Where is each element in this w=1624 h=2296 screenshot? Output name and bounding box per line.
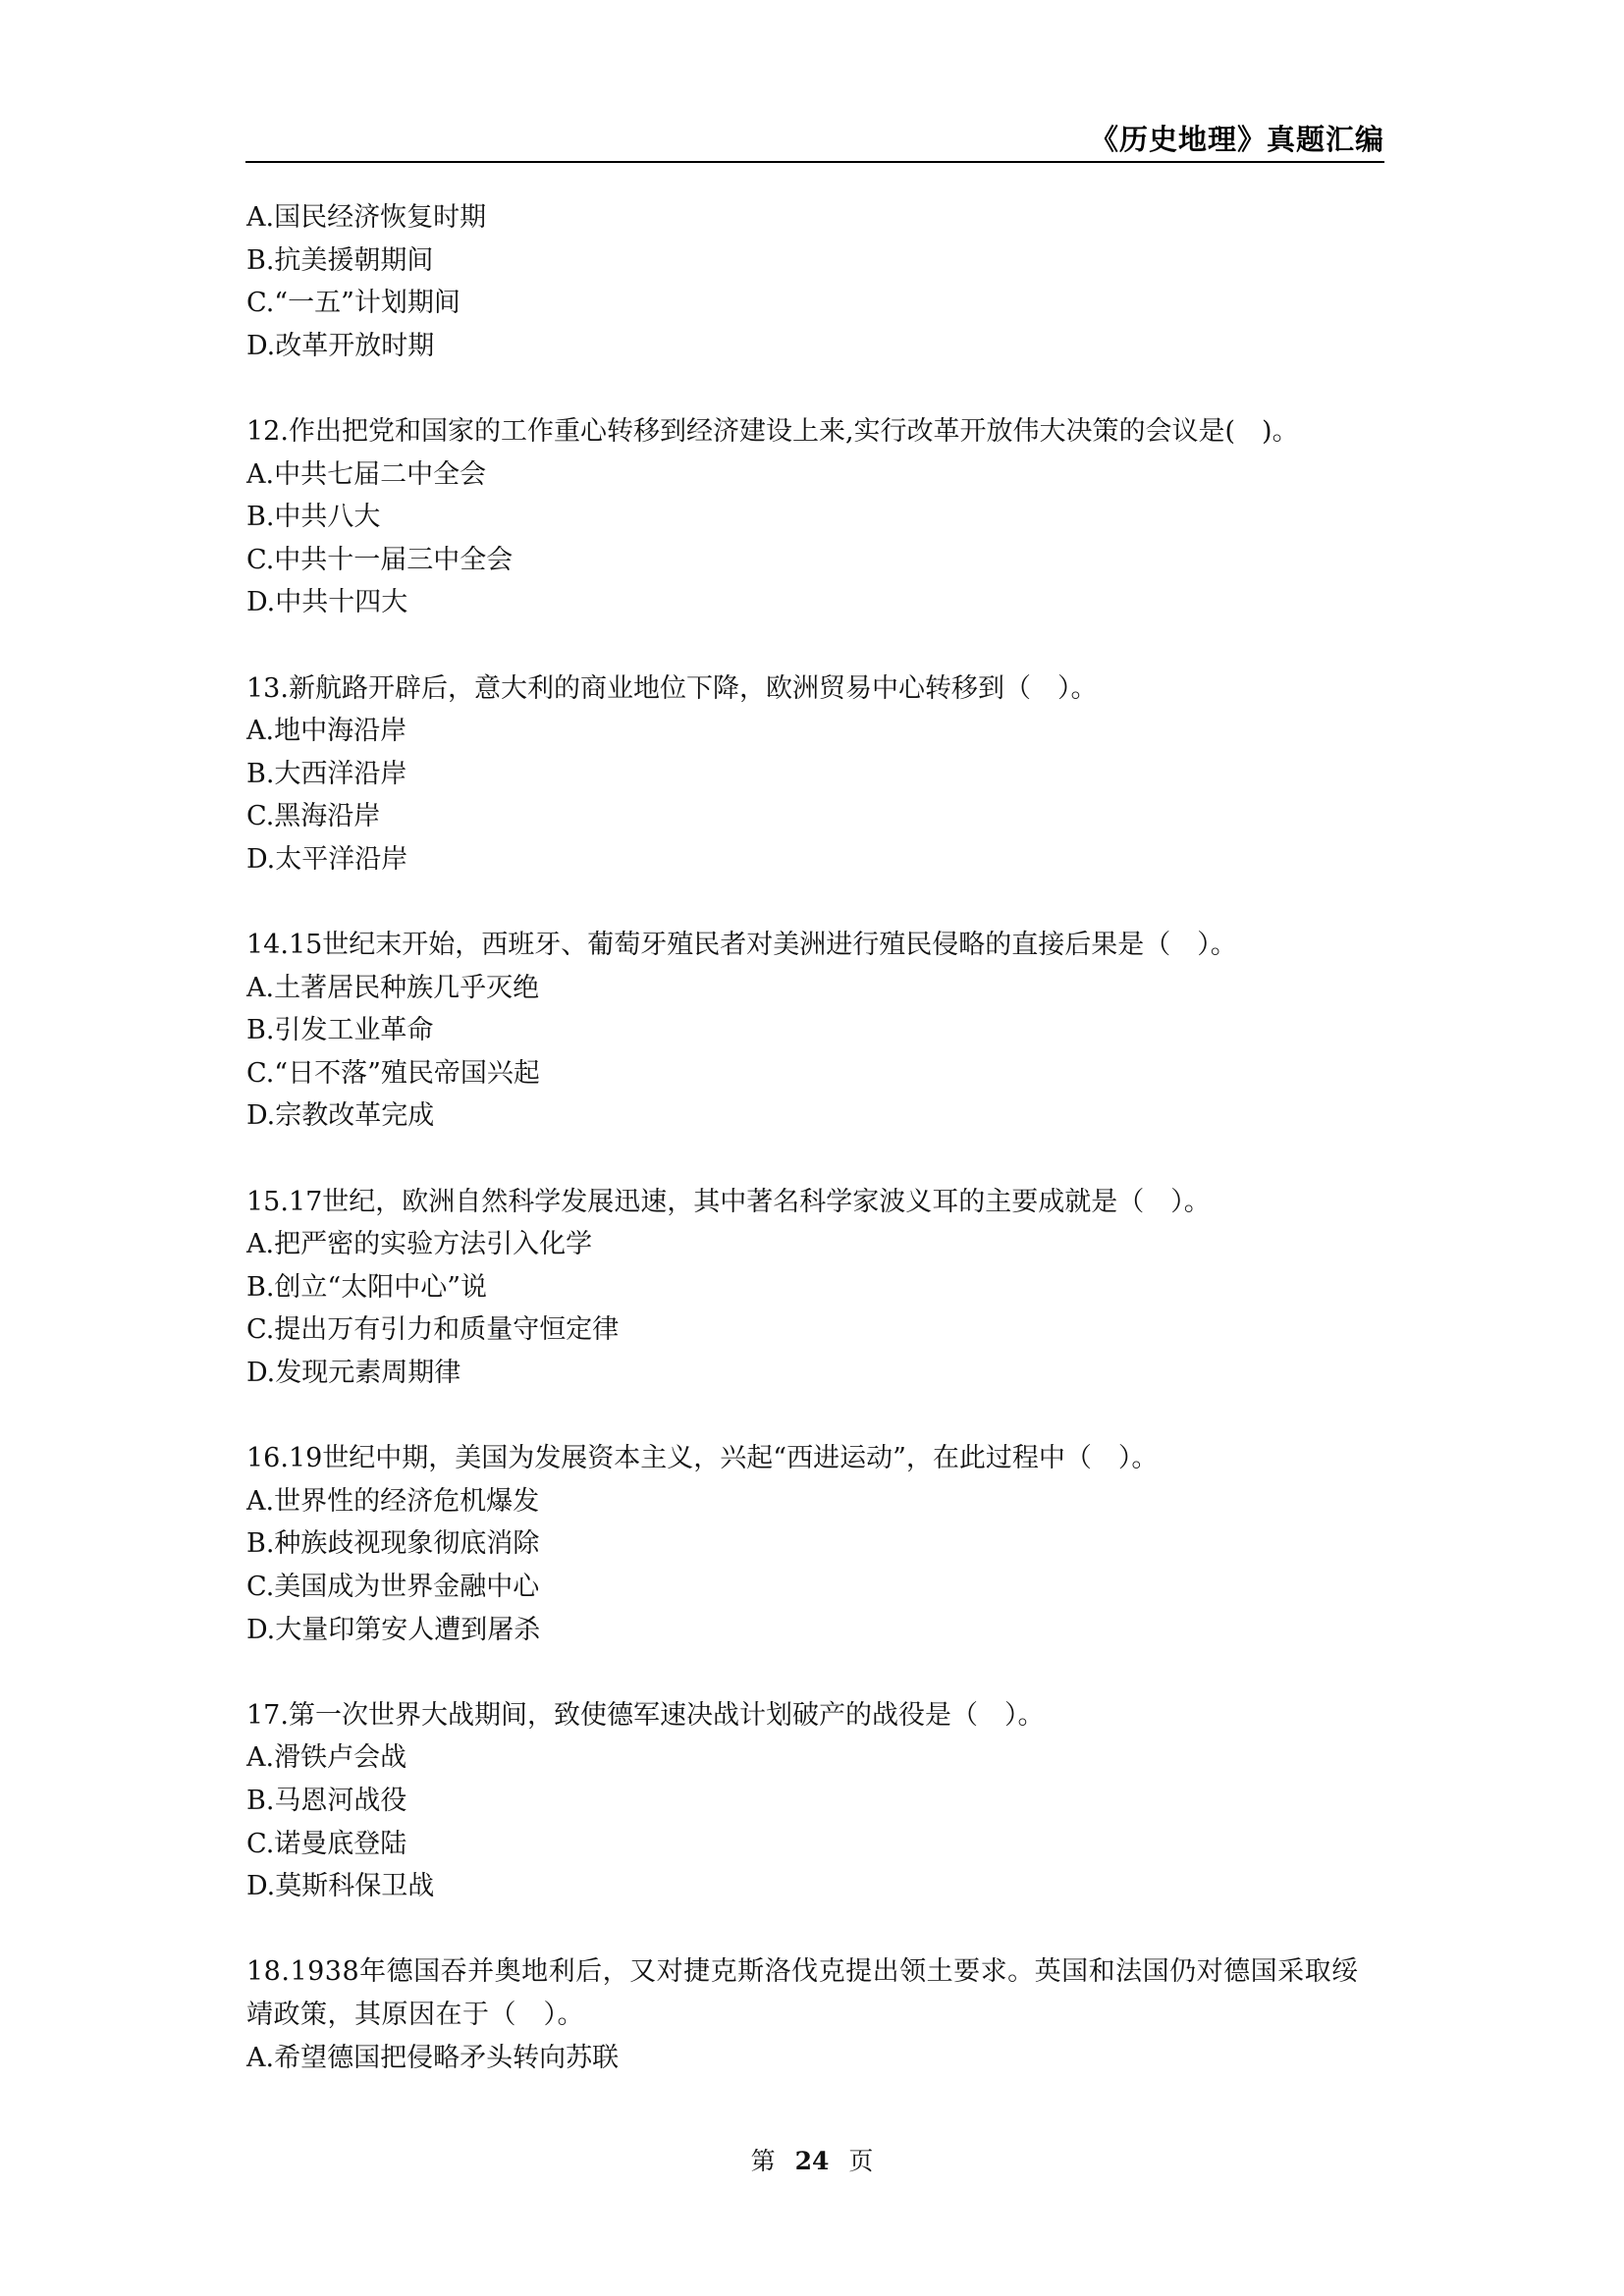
question-17: [246, 1694, 1385, 1908]
option-b: B.抗美援朝期间: [246, 244, 434, 276]
option-d: D.宗教改革完成: [246, 1100, 435, 1132]
page-number: 24: [794, 2147, 830, 2175]
option-d: D.莫斯科保卫战: [246, 1871, 435, 1902]
option-b: B.大西洋沿岸: [246, 758, 407, 789]
question-content: [246, 196, 1385, 2122]
question-14: [246, 924, 1385, 1138]
page-label-suffix: 页: [848, 2147, 874, 2175]
option-c: C.中共十一届三中全会: [246, 544, 514, 575]
option-d: D.发现元素周期律: [246, 1358, 461, 1389]
question-stem: 13.新航路开辟后，意大利的商业地位下降，欧洲贸易中心转移到（ ）。: [246, 672, 1098, 704]
option-d: D.中共十四大: [246, 587, 408, 618]
page-footer: [0, 2142, 1624, 2177]
option-b: B.种族歧视现象彻底消除: [246, 1528, 540, 1560]
option-a: A.地中海沿岸: [246, 716, 407, 747]
question-11-continuation: [246, 196, 1385, 367]
option-a: A.土著居民种族几乎灭绝: [246, 972, 540, 1003]
option-a: A.中共七届二中全会: [246, 458, 487, 490]
option-a: A.滑铁卢会战: [246, 1742, 407, 1774]
option-c: C.“日不落”殖民帝国兴起: [246, 1057, 540, 1089]
option-c: C.诺曼底登陆: [246, 1828, 407, 1859]
page-header: [245, 116, 1384, 163]
question-15: [246, 1181, 1385, 1395]
option-d: D.大量印第安人遭到屠杀: [246, 1614, 541, 1645]
document-title: 《历史地理》真题汇编: [1089, 123, 1384, 156]
option-b: B.中共八大: [246, 502, 381, 533]
question-stem: 12.作出把党和国家的工作重心转移到经济建设上来,实行改革开放伟大决策的会议是( )。: [246, 415, 1299, 447]
option-d: D.太平洋沿岸: [246, 843, 408, 875]
option-b: B.引发工业革命: [246, 1015, 434, 1046]
question-stem: 18.1938年德国吞并奥地利后，又对捷克斯洛伐克提出领土要求。英国和法国仍对德国采取绥靖政策，其原因在于（ ）。: [246, 1956, 1359, 2030]
option-a: A.把严密的实验方法引入化学: [246, 1229, 593, 1260]
question-stem: 14.15世纪末开始，西班牙、葡萄牙殖民者对美洲进行殖民侵略的直接后果是（ ）。: [246, 930, 1237, 961]
question-13: [246, 667, 1385, 881]
option-b: B.马恩河战役: [246, 1785, 407, 1816]
option-a: A.世界性的经济危机爆发: [246, 1485, 540, 1517]
question-16: [246, 1437, 1385, 1651]
option-b: B.创立“太阳中心”说: [246, 1271, 488, 1303]
option-d: D.改革开放时期: [246, 330, 435, 361]
option-c: C.黑海沿岸: [246, 801, 381, 832]
page-label-prefix: 第: [750, 2147, 776, 2175]
option-c: C.美国成为世界金融中心: [246, 1572, 540, 1602]
option-c: C.“一五”计划期间: [246, 288, 460, 319]
question-18: [246, 1950, 1385, 2079]
option-a: A.希望德国把侵略矛头转向苏联: [246, 2042, 620, 2073]
question-stem: 16.19世纪中期，美国为发展资本主义，兴起“西进运动”，在此过程中（ ）。: [246, 1443, 1159, 1474]
question-stem: 15.17世纪，欧洲自然科学发展迅速，其中著名科学家波义耳的主要成就是（ ）。: [246, 1186, 1211, 1217]
question-stem: 17.第一次世界大战期间，致使德军速决战计划破产的战役是（ ）。: [246, 1699, 1045, 1731]
option-a: A.国民经济恢复时期: [246, 202, 487, 233]
option-c: C.提出万有引力和质量守恒定律: [246, 1314, 620, 1346]
question-12: [246, 410, 1385, 624]
